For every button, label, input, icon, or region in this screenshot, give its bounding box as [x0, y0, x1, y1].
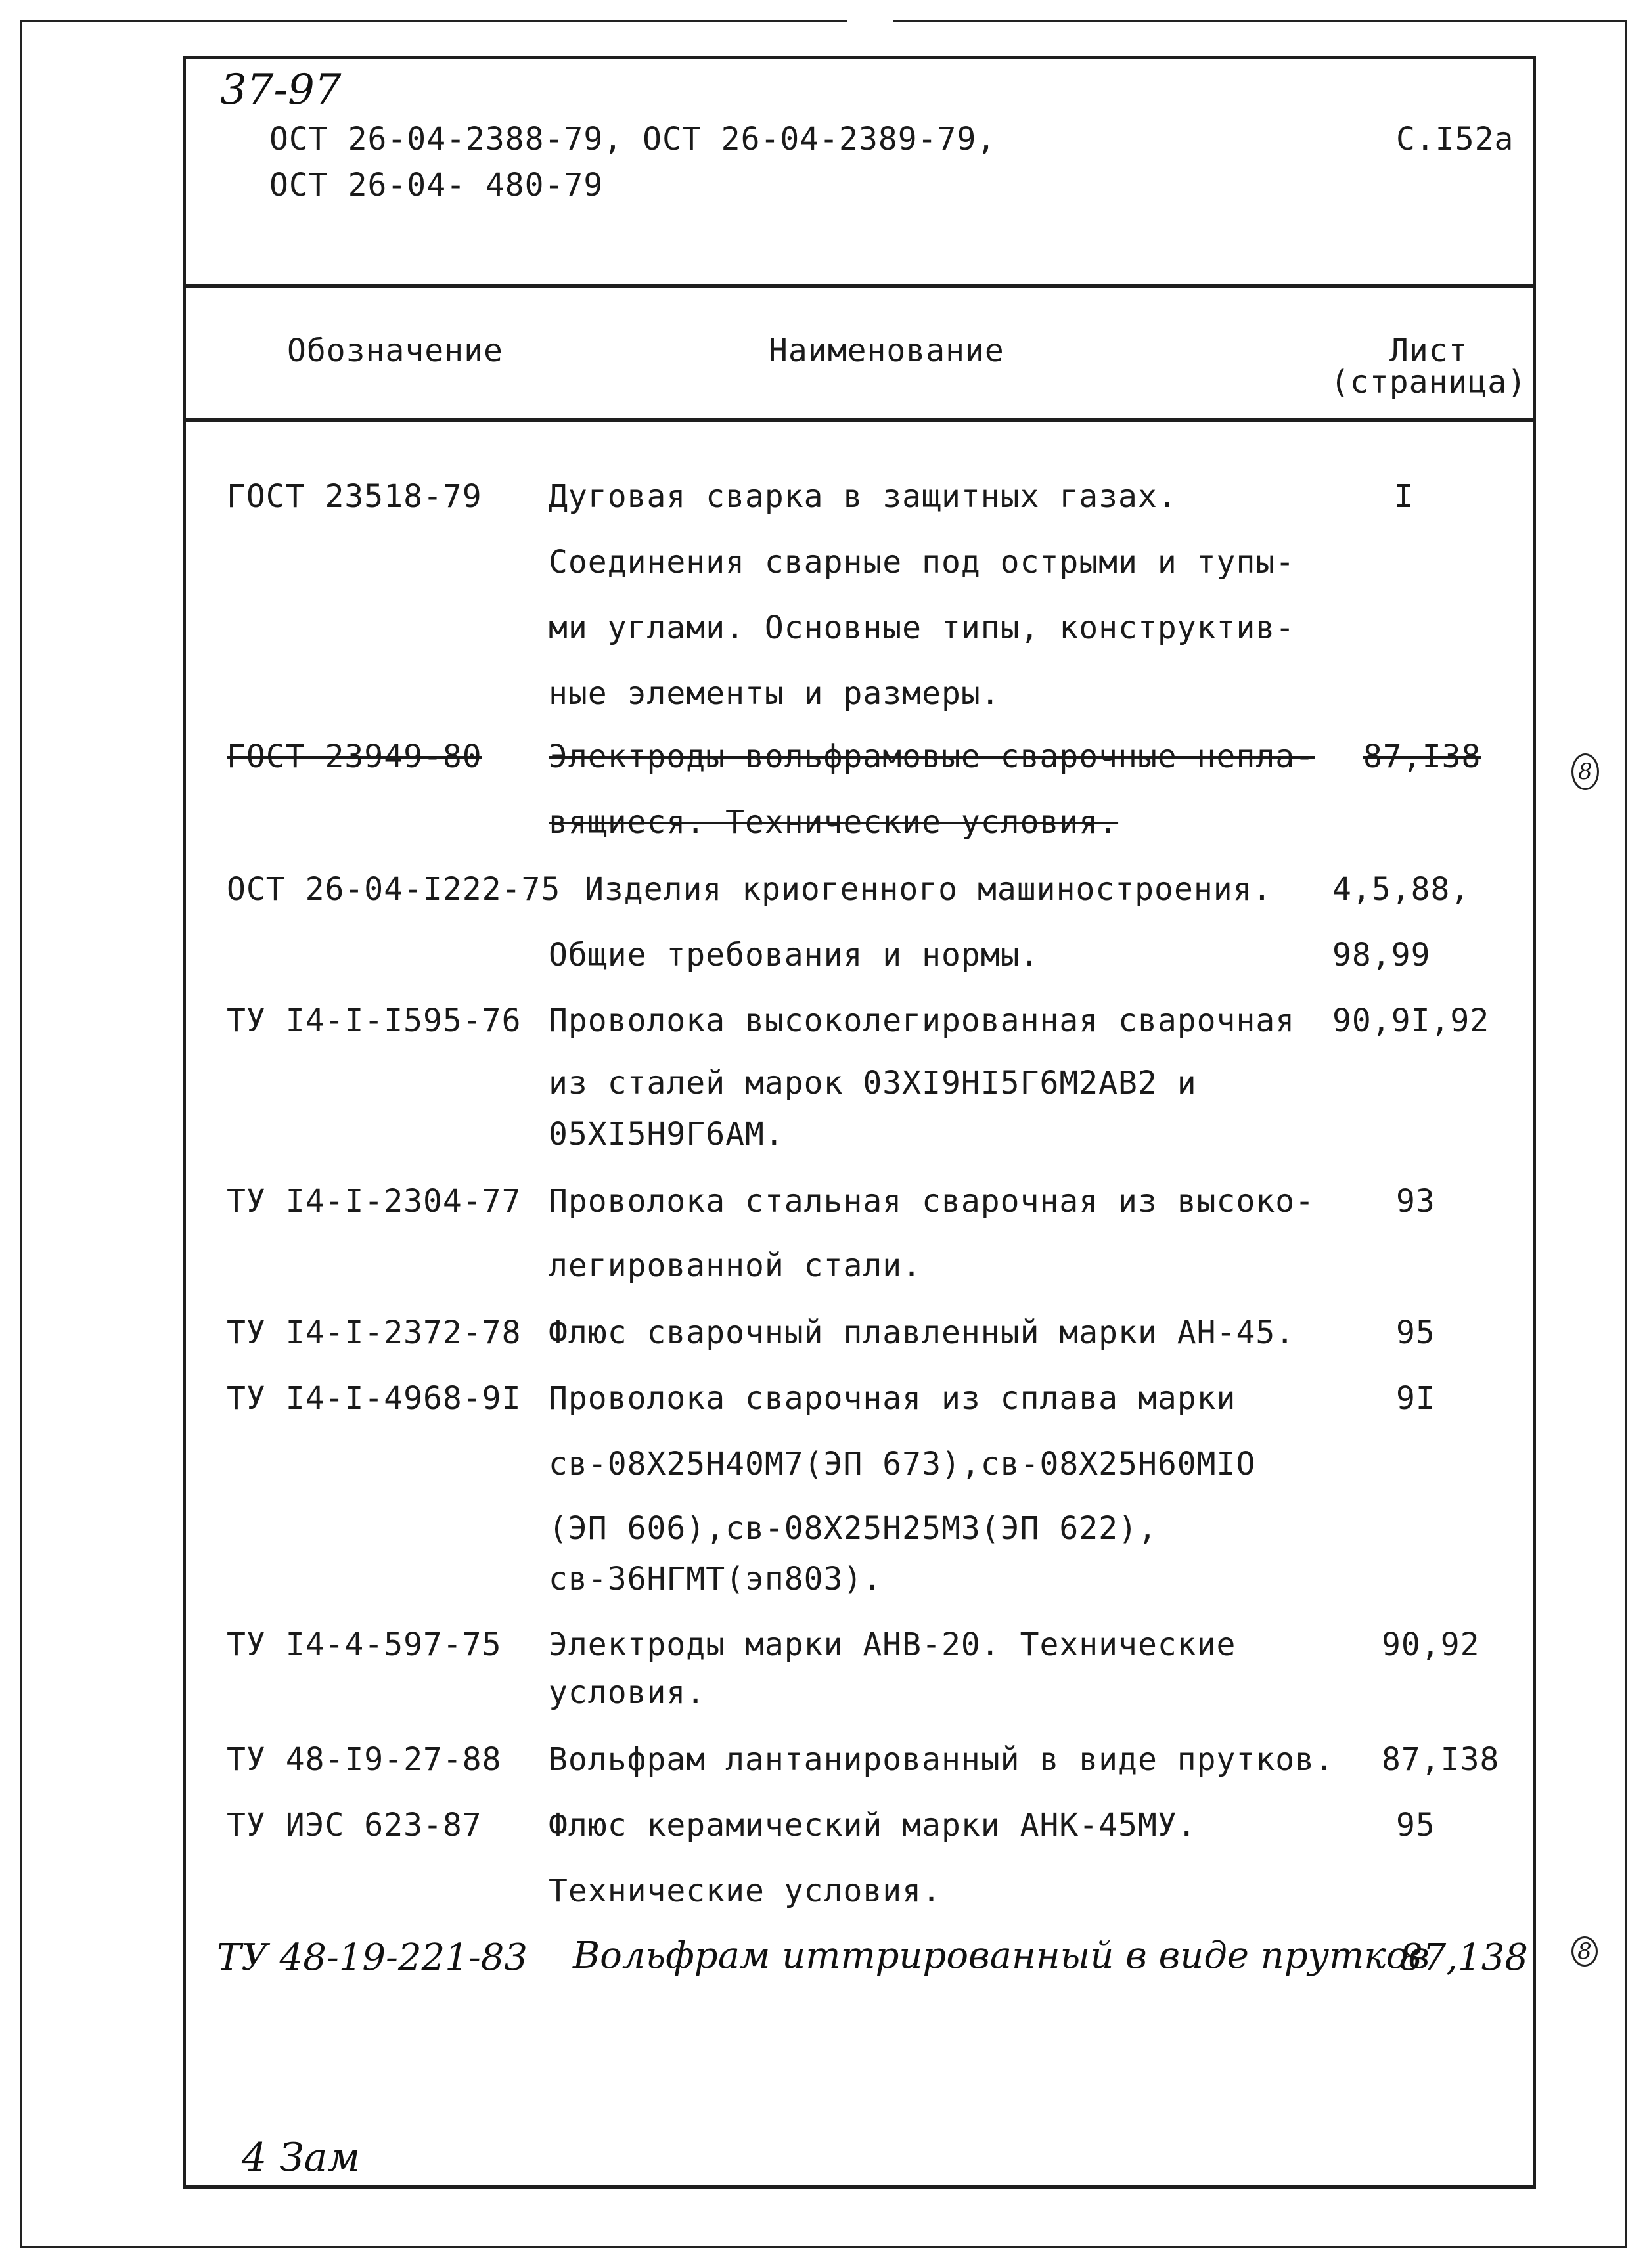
row-name-line-struck: вящиеся. Технические условия. — [549, 804, 1119, 841]
column-sheet-line1: Лист — [1389, 332, 1468, 369]
row-pages: 9I — [1396, 1380, 1435, 1417]
row-name-line: Проволока сварочная из сплава марки — [549, 1380, 1236, 1417]
row-code: ТУ I4-I-4968-9I — [227, 1380, 522, 1417]
row-name-line: из сталей марок 03ХI9НI5Г6М2АВ2 и — [549, 1065, 1197, 1101]
row-code: ТУ ИЭС 623-87 — [227, 1807, 482, 1844]
standards-line-2: ОСТ 26-04- 480-79 — [269, 167, 604, 204]
margin-change-mark: 8 — [1571, 753, 1599, 790]
row-pages: 87,I38 — [1382, 1741, 1500, 1778]
handwritten-code: ТУ 48-19-221-83 — [217, 1936, 528, 1979]
row-pages: 90,9I,92 — [1332, 1002, 1490, 1039]
row-pages: 95 — [1396, 1314, 1435, 1351]
row-name-line: св-08Х25Н40М7(ЭП 673),св-08Х25Н60МIО — [549, 1446, 1256, 1482]
row-code: ГОСТ 23518-79 — [227, 478, 482, 515]
handwritten-number: 37-97 — [220, 66, 342, 114]
row-name-line: Проволока высоколегированная сварочная — [549, 1002, 1296, 1039]
row-code: ТУ I4-4-597-75 — [227, 1626, 502, 1663]
row-pages-struck: 87,I38 — [1363, 738, 1481, 775]
margin-change-mark: 8 — [1571, 1936, 1598, 1967]
page-number: С.I52а — [1396, 121, 1514, 158]
column-header-divider — [183, 418, 1536, 422]
row-code: ТУ 48-I9-27-88 — [227, 1741, 502, 1778]
row-name-line: легированной стали. — [549, 1247, 922, 1284]
header-divider — [183, 284, 1536, 288]
row-name-line: Изделия криогенного машиностроения. — [585, 871, 1273, 908]
row-name-line: Проволока стальная сварочная из высоко- — [549, 1183, 1315, 1220]
row-name-line: ные элементы и размеры. — [549, 675, 1001, 712]
column-designation: Обозначение — [287, 332, 503, 369]
column-sheet-line2: (страница) — [1330, 364, 1527, 401]
row-name-line: Технические условия. — [549, 1873, 941, 1909]
row-code-struck: ГОСТ 23949-80 — [227, 738, 482, 775]
row-name-line: 05ХI5Н9Г6АМ. — [549, 1116, 784, 1153]
row-code: ТУ I4-I-2304-77 — [227, 1183, 522, 1220]
row-name-line: ми углами. Основные типы, конструктив- — [549, 610, 1296, 646]
handwritten-pages: 87,138 — [1399, 1936, 1528, 1979]
row-code: ТУ I4-I-I595-76 — [227, 1002, 522, 1039]
row-name-line: Флюс керамический марки АНК-45МУ. — [549, 1807, 1197, 1844]
row-name-line: Дуговая сварка в защитных газах. — [549, 478, 1177, 515]
row-pages: 93 — [1396, 1183, 1435, 1220]
row-pages-cont: 98,99 — [1332, 937, 1431, 973]
row-name-line: Электроды марки АНВ-20. Технические — [549, 1626, 1236, 1663]
row-name-line: Вольфрам лантанированный в виде прутков. — [549, 1741, 1334, 1778]
row-name-line: условия. — [549, 1674, 706, 1711]
row-name-line: Флюс сварочный плавленный марки АН-45. — [549, 1314, 1296, 1351]
row-code: ТУ I4-I-2372-78 — [227, 1314, 522, 1351]
standards-line-1: ОСТ 26-04-2388-79, ОСТ 26-04-2389-79, — [269, 121, 997, 158]
row-name-line: Общие требования и нормы. — [549, 937, 1040, 973]
row-name-line: св-36НГМТ(эп803). — [549, 1561, 883, 1597]
column-name: Наименование — [769, 332, 1004, 369]
row-pages: 95 — [1396, 1807, 1435, 1844]
row-pages: 4,5,88, — [1332, 871, 1470, 908]
row-code: ОСТ 26-04-I222-75 — [227, 871, 561, 908]
row-name-line-struck: Электроды вольфрамовые сварочные непла- — [549, 738, 1315, 775]
row-pages: 90,92 — [1382, 1626, 1480, 1663]
change-note: 4 Зам — [242, 2135, 361, 2181]
row-pages: I — [1394, 478, 1414, 515]
row-name-line: (ЭП 606),св-08Х25Н25М3(ЭП 622), — [549, 1510, 1158, 1547]
handwritten-name: Вольфрам иттрированный в виде прутков — [573, 1934, 1430, 1977]
border-gap — [847, 17, 893, 25]
row-name-line: Соединения сварные под острыми и тупы- — [549, 544, 1296, 581]
